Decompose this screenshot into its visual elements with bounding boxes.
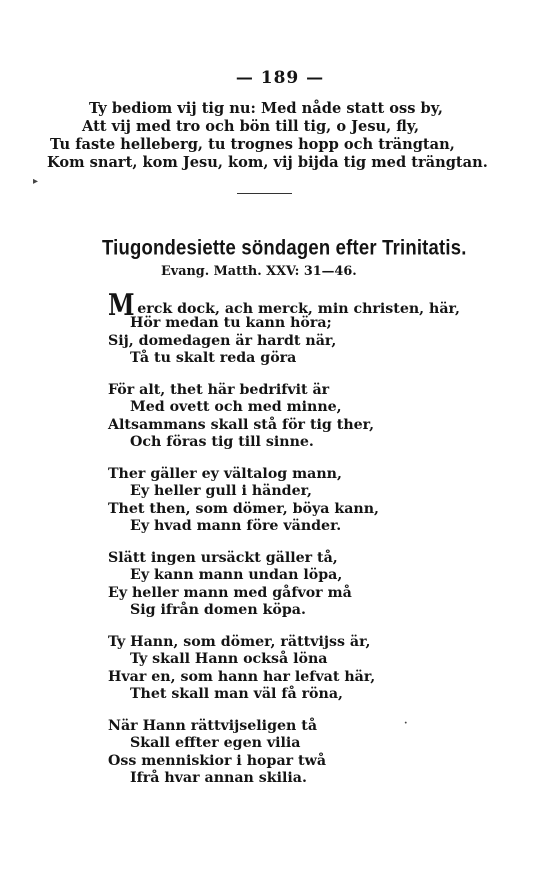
hymn-line: Thet skall man väl få röna,: [130, 686, 343, 702]
intro-line: Ty bediom vij tig nu: Med nåde statt oss by,: [89, 100, 443, 117]
section-divider: [237, 193, 292, 194]
hymn-line: Altsammans skall stå för tig ther,: [108, 417, 375, 433]
intro-line: Tu faste helleberg, tu trognes hopp och trängtan,: [50, 136, 455, 153]
hymn-line: Ey heller mann med gåfvor må: [108, 585, 352, 601]
hymn-line: Ey heller gull i händer,: [130, 483, 312, 499]
hymn-line: Ey kann mann undan löpa,: [130, 567, 343, 583]
section-heading: Tiugondesiette söndagen efter Trinitatis.: [102, 235, 467, 260]
hymn-line: Sig ifrån domen köpa.: [130, 602, 306, 618]
dropcap-initial: M: [108, 288, 135, 323]
hymn-line: För alt, thet här bedrifvit är: [108, 382, 330, 398]
hymn-line: Tå tu skalt reda göra: [130, 350, 297, 366]
scripture-reference: Evang. Matth. XXV: 31—46.: [161, 264, 357, 279]
hymn-line: Oss menniskior i hopar twå: [108, 753, 327, 769]
hymn-line: Och föras tig till sinne.: [130, 434, 314, 450]
intro-line: Kom snart, kom Jesu, kom, vij bijda tig med trängtan.: [47, 154, 488, 171]
hymn-line: Sij, domedagen är hardt när,: [108, 333, 337, 349]
hymn-line: Slätt ingen ursäckt gäller tå,: [108, 550, 338, 566]
page-number: — 189 —: [235, 68, 325, 88]
hymn-line: Ty Hann, som dömer, rättvijss är,: [108, 634, 371, 650]
margin-mark-icon: ·: [404, 718, 408, 729]
hymn-line: Med ovett och med minne,: [130, 399, 342, 415]
hymn-line: Skall effter egen vilia: [130, 735, 301, 751]
hymn-line: Thet then, som dömer, böya kann,: [108, 501, 379, 517]
hymn-line: Ifrå hvar annan skilia.: [130, 770, 307, 786]
hymn-line: Ty skall Hann också löna: [130, 651, 328, 667]
intro-line: Att vij med tro och bön till tig, o Jesu, fly,: [82, 118, 420, 135]
hymn-line: Hör medan tu kann höra;: [130, 315, 332, 331]
margin-mark-icon: ▸: [33, 176, 39, 187]
hymn-line: Ther gäller ey vältalog mann,: [108, 466, 342, 482]
hymn-line: När Hann rättvijseligen tå: [108, 718, 318, 734]
hymn-line: Hvar en, som hann har lefvat här,: [108, 669, 376, 685]
hymn-line: Ey hvad mann före vänder.: [130, 518, 342, 534]
hymn-line-text: erck dock, ach merck, min christen, här,: [137, 301, 460, 317]
